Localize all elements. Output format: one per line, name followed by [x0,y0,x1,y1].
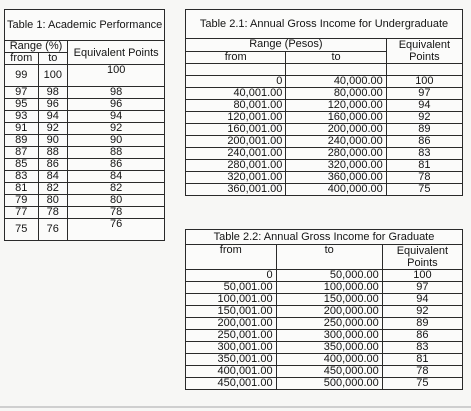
cell-from: 160,001.00 [186,124,286,136]
cell-from: 97 [5,87,39,99]
cell-points: 97 [386,88,462,100]
cell-to: 250,000.00 [276,318,382,330]
table-row [5,159,165,171]
table22-body [186,270,463,390]
table22-from-header: from [186,245,277,270]
cell-to: 120,000.00 [286,100,386,112]
cell-points: 89 [382,318,462,330]
cell-from: 350,001.00 [186,354,277,366]
cell-from: 120,001.00 [186,112,286,124]
table21-spacer [286,64,386,76]
table-row [186,306,463,318]
table-row [186,378,463,390]
page-bottom-rule [0,406,471,408]
cell-to: 280,000.00 [286,148,386,160]
cell-from: 280,001.00 [186,160,286,172]
cell-from: 360,001.00 [186,184,286,196]
table22-equivalent-header: Equivalent Points [382,245,462,270]
table-row [5,147,165,159]
cell-to: 150,000.00 [276,294,382,306]
cell-from: 93 [5,111,39,123]
table-row [186,148,463,160]
graduate-income-table [185,229,463,390]
cell-to: 450,000.00 [276,366,382,378]
cell-from: 85 [5,159,39,171]
cell-to: 96 [38,99,67,111]
cell-from: 95 [5,99,39,111]
cell-points: 83 [382,342,462,354]
cell-points: 83 [386,148,462,160]
cell-points: 96 [68,99,165,111]
cell-to: 88 [38,147,67,159]
cell-from: 99 [5,65,39,87]
cell-from: 89 [5,135,39,147]
table-row [5,123,165,135]
cell-points: 78 [382,366,462,378]
cell-to: 160,000.00 [286,112,386,124]
table21-spacer [186,64,286,76]
cell-to: 500,000.00 [276,378,382,390]
cell-from: 77 [5,207,39,219]
cell-points: 94 [386,100,462,112]
cell-from: 91 [5,123,39,135]
cell-points: 78 [68,207,165,219]
table-row [186,318,463,330]
cell-points: 90 [68,135,165,147]
cell-from: 400,001.00 [186,366,277,378]
table22-title: Table 2.2: Annual Gross Income for Graduate [186,230,463,245]
table-row [5,65,165,87]
cell-points: 100 [382,270,462,282]
cell-to: 200,000.00 [286,124,386,136]
table-row [186,112,463,124]
table21-title: Table 2.1: Annual Gross Income for Undergraduate [186,10,463,39]
table1-to-header: to [38,53,67,65]
cell-points: 81 [386,160,462,172]
table-row [186,342,463,354]
cell-points: 94 [68,111,165,123]
cell-points: 92 [68,123,165,135]
cell-points: 98 [68,87,165,99]
cell-points: 78 [386,172,462,184]
table-row [5,219,165,241]
cell-from: 100,001.00 [186,294,277,306]
cell-to: 82 [38,183,67,195]
table-row [186,100,463,112]
cell-from: 75 [5,219,39,241]
cell-from: 50,001.00 [186,282,277,294]
table-row [186,136,463,148]
cell-to: 80 [38,195,67,207]
table-row [5,207,165,219]
cell-points: 86 [68,159,165,171]
table-row [5,135,165,147]
table-row [5,87,165,99]
table21-from-header: from [186,51,286,64]
cell-points: 89 [386,124,462,136]
table-row [5,111,165,123]
table-row [186,124,463,136]
table-row [5,171,165,183]
cell-points: 82 [68,183,165,195]
cell-points: 75 [382,378,462,390]
table-row [186,160,463,172]
cell-points: 100 [68,65,165,87]
cell-to: 100,000.00 [276,282,382,294]
table-row [186,294,463,306]
table-row [5,195,165,207]
undergraduate-income-table [185,9,463,196]
cell-to: 400,000.00 [286,184,386,196]
cell-points: 84 [68,171,165,183]
cell-from: 81 [5,183,39,195]
cell-points: 92 [382,306,462,318]
table-row [186,270,463,282]
table21-spacer [386,64,462,76]
cell-from: 79 [5,195,39,207]
cell-from: 0 [186,270,277,282]
cell-points: 75 [386,184,462,196]
cell-to: 200,000.00 [276,306,382,318]
cell-points: 88 [68,147,165,159]
cell-to: 92 [38,123,67,135]
table-row [186,330,463,342]
table22-to-header: to [276,245,382,270]
table-row [186,354,463,366]
table-row [186,282,463,294]
cell-points: 86 [382,330,462,342]
cell-to: 100 [38,65,67,87]
cell-to: 84 [38,171,67,183]
table21-equivalent-header: Equivalent Points [386,39,462,64]
table21-body [186,76,463,196]
cell-points: 94 [382,294,462,306]
cell-points: 76 [68,219,165,241]
cell-from: 200,001.00 [186,136,286,148]
cell-to: 400,000.00 [276,354,382,366]
table21-to-header: to [286,51,386,64]
cell-points: 81 [382,354,462,366]
cell-from: 0 [186,76,286,88]
table1-body [5,65,165,241]
cell-from: 300,001.00 [186,342,277,354]
cell-to: 300,000.00 [276,330,382,342]
cell-from: 450,001.00 [186,378,277,390]
cell-to: 94 [38,111,67,123]
cell-from: 40,001.00 [186,88,286,100]
cell-from: 200,001.00 [186,318,277,330]
cell-to: 86 [38,159,67,171]
table-row [5,183,165,195]
table-row [186,366,463,378]
cell-to: 78 [38,207,67,219]
cell-points: 97 [382,282,462,294]
table1-from-header: from [5,53,39,65]
cell-points: 100 [386,76,462,88]
cell-points: 86 [386,136,462,148]
table-row [186,184,463,196]
cell-to: 240,000.00 [286,136,386,148]
table21-range-header: Range (Pesos) [186,39,387,52]
cell-from: 80,001.00 [186,100,286,112]
table1-title: Table 1: Academic Performance [5,10,165,41]
cell-to: 90 [38,135,67,147]
table-row [186,76,463,88]
cell-to: 360,000.00 [286,172,386,184]
cell-from: 250,001.00 [186,330,277,342]
cell-points: 92 [386,112,462,124]
cell-from: 150,001.00 [186,306,277,318]
cell-to: 320,000.00 [286,160,386,172]
cell-to: 98 [38,87,67,99]
table-row [186,88,463,100]
cell-to: 50,000.00 [276,270,382,282]
table-row [5,99,165,111]
academic-performance-table [4,9,165,241]
cell-from: 87 [5,147,39,159]
cell-from: 320,001.00 [186,172,286,184]
cell-to: 76 [38,219,67,241]
cell-to: 80,000.00 [286,88,386,100]
cell-from: 240,001.00 [186,148,286,160]
cell-to: 350,000.00 [276,342,382,354]
table1-range-header: Range (%) [5,41,68,53]
table-row [186,172,463,184]
cell-from: 83 [5,171,39,183]
cell-points: 80 [68,195,165,207]
table1-equivalent-header: Equivalent Points [68,41,165,65]
cell-to: 40,000.00 [286,76,386,88]
